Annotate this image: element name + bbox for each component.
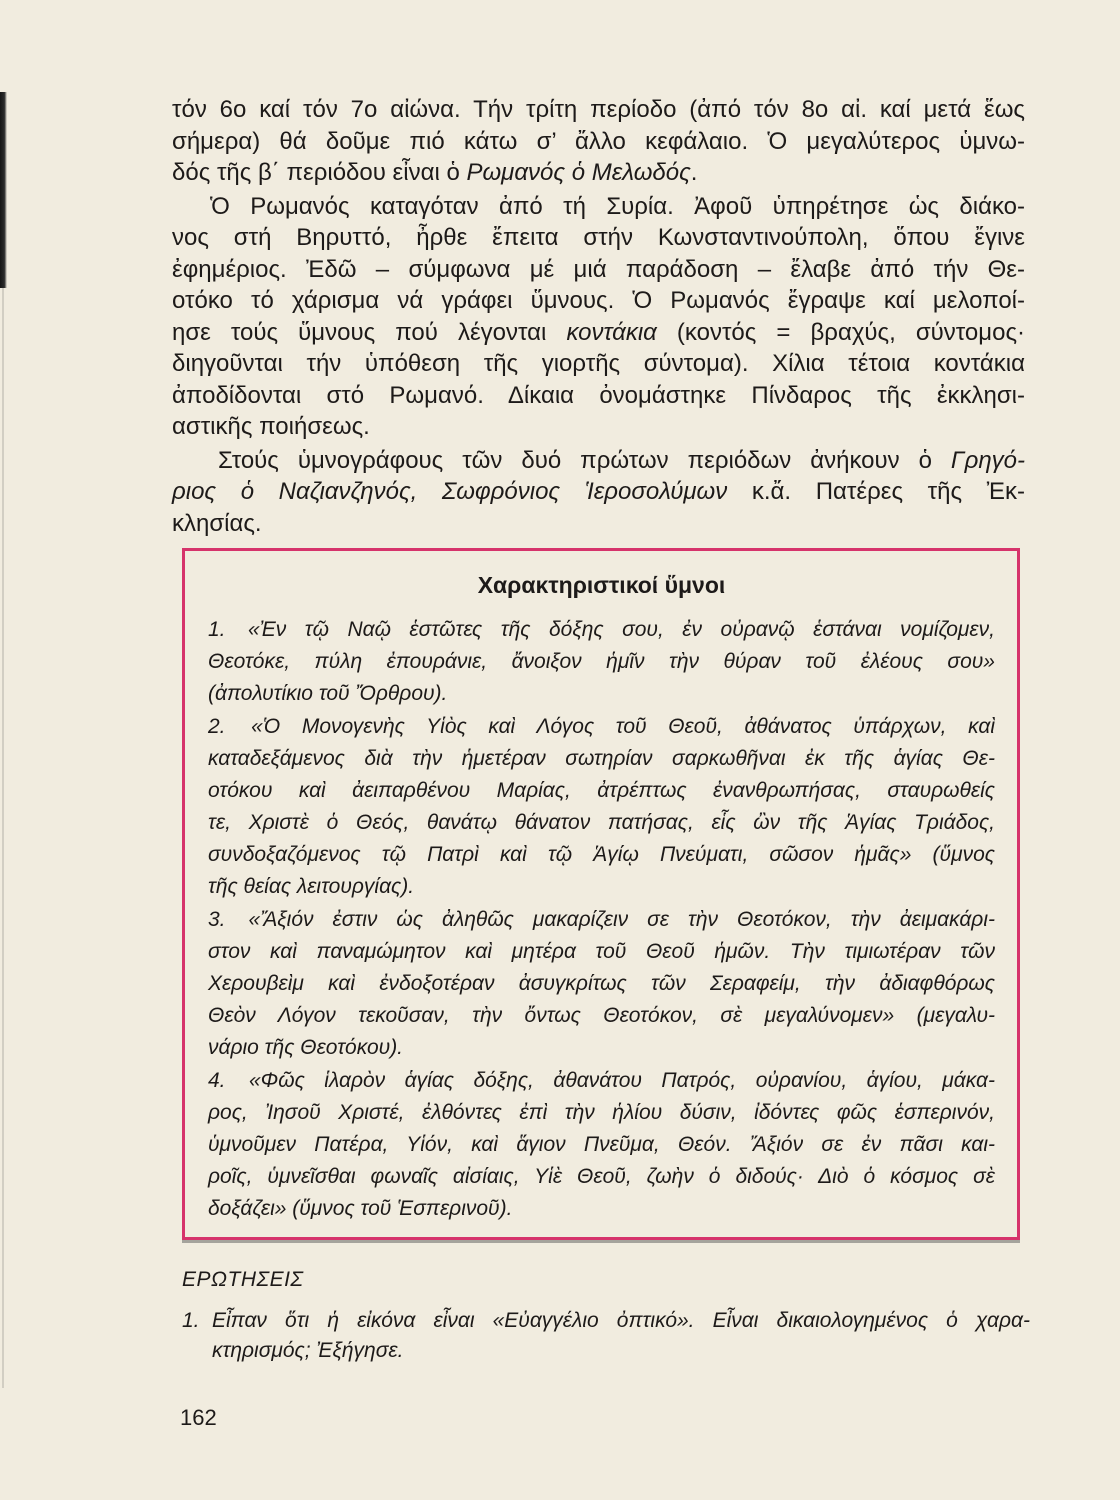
hymn-line: Χερουβεὶμ καὶ ἐνδοξοτέραν ἀσυγκρίτως τῶν Σεραφείμ, τὴν ἀδιαφθόρως	[208, 972, 995, 995]
main-text	[172, 94, 1025, 539]
hymn-number: 3.	[208, 908, 226, 931]
hymn-number: 1.	[208, 618, 226, 641]
hymn-item	[208, 711, 995, 903]
italic-run: ριος ὁ Ναζιανζηνός, Σωφρόνιος Ἱεροσολύμων	[172, 478, 728, 505]
text-line: διηγοῦνται τήν ὑπόθεση τῆς γιορτῆς σύντομα). Χίλια τέτοια κοντάκια	[172, 350, 1025, 377]
questions-heading: ΕΡΩΤΗΣΕΙΣ	[182, 1268, 304, 1291]
text-run: Στούς ὑμνογράφους τῶν δυό πρώτων περιόδων ἀνήκουν ὁ	[218, 446, 951, 474]
hymn-line: συνδοξαζόμενος τῷ Πατρὶ καὶ τῷ Ἁγίῳ Πνεύματι, σῶσον ἡμᾶς» (ὕμνος	[208, 843, 995, 866]
hymn-line	[208, 1065, 995, 1097]
paragraph	[172, 445, 1025, 540]
text-run: .	[690, 159, 698, 186]
hymn-item	[208, 614, 995, 710]
hymn-line: οτόκου καὶ ἀειπαρθένου Μαρίας, ἀτρέπτως ἐνανθρωπήσας, σταυρωθείς	[208, 779, 995, 802]
text-line: οτόκο τό χάρισμα νά γράφει ὕμνους. Ὁ Ρωμανός ἔγραψε καί μελοποί-	[172, 287, 1025, 314]
hymn-line: ρος, Ἰησοῦ Χριστέ, ἐλθόντες ἐπὶ τὴν ἡλίου δύσιν, ἰδόντες φῶς ἑσπερινόν,	[208, 1101, 995, 1124]
question-number: 1.	[182, 1309, 200, 1332]
text-run: δός τῆς β΄ περιόδου εἶναι ὁ	[172, 159, 467, 186]
hymn-line: νάριο τῆς Θεοτόκου).	[208, 1036, 404, 1059]
hymn-line: καταδεξάμενος διὰ τὴν ἡμετέραν σωτηρίαν σαρκωθῆναι ἐκ τῆς ἁγίας Θε-	[208, 747, 995, 770]
paragraph	[172, 94, 1025, 189]
text-line: νος στή Βηρυττό, ἦρθε ἔπειτα στήν Κωνσταντινούπολη, ὅπου ἔγινε	[172, 224, 1025, 251]
hymn-line: Θεοτόκε, πύλη ἐπουράνιε, ἄνοιξον ἡμῖν τὴν θύραν τοῦ ἐλέους σου»	[208, 650, 995, 673]
text-line: σήμερα) θά δοῦμε πιό κάτω σ’ ἄλλο κεφάλαιο. Ὁ μεγαλύτερος ὑμνω-	[172, 127, 1025, 155]
text-line: τόν 6ο καί τόν 7ο αἰώνα. Τήν τρίτη περίοδο (ἀπό τόν 8ο αἰ. καί μετά ἕως	[172, 96, 1025, 123]
hymn-line	[208, 614, 995, 646]
hymn-text: «Ὁ Μονογενὴς Υἱὸς καὶ Λόγος τοῦ Θεοῦ, ἀθάνατος ὑπάρχων, καὶ	[251, 715, 995, 738]
italic-run: Ρωμανός ὁ Μελωδός	[466, 159, 691, 186]
hymn-line: ροῖς, ὑμνεῖσθαι φωναῖς αἰσίαις, Υἱὲ Θεοῦ, ζωὴν ὁ διδούς· Διὸ ὁ κόσμος σὲ	[208, 1165, 995, 1188]
hymn-line: δοξάζει» (ὕμνος τοῦ Ἑσπερινοῦ).	[208, 1197, 513, 1220]
question-line: κτηρισμός; Ἐξήγησε.	[212, 1339, 404, 1362]
text-line: ἀποδίδονται στό Ρωμανό. Δίκαια ὀνομάστηκε Πίνδαρος τῆς ἐκκλησι-	[172, 381, 1025, 409]
hymn-line	[208, 711, 995, 743]
hymn-text: «Ἄξιόν ἐστιν ὡς ἀληθῶς μακαρίζειν σε τὴν Θεοτόκον, τὴν ἀειμακάρι-	[248, 908, 995, 931]
page-edge-shadow	[2, 288, 4, 1388]
text-line: αστικῆς ποιήσεως.	[172, 413, 370, 440]
hymns-box-title: Χαρακτηριστικοί ὕμνοι	[477, 572, 726, 598]
text-run: κ.ἄ. Πατέρες τῆς Ἐκ-	[727, 478, 1025, 505]
hymn-number: 4.	[208, 1069, 226, 1092]
question-line: Εἶπαν ὅτι ἡ εἰκόνα εἶναι «Εὐαγγέλιο ὀπτικό». Εἶναι δικαιολογημένος ὁ χαρα-	[212, 1309, 1030, 1332]
hymn-item	[208, 904, 995, 1064]
text-line: κλησίας.	[172, 509, 262, 537]
hymn-number: 2.	[208, 715, 226, 738]
text-line: ἐφημέριος. Ἐδῶ – σύμφωνα μέ μιά παράδοση – ἔλαβε ἀπό τήν Θε-	[172, 255, 1025, 283]
hymn-line	[208, 904, 995, 936]
text-run: (κοντός = βραχύς, σύντομος·	[656, 318, 1025, 346]
question-item	[182, 1306, 1030, 1366]
hymn-line: ὑμνοῦμεν Πατέρα, Υἱόν, καὶ ἅγιον Πνεῦμα, Θεόν. Ἄξιόν σε ἐν πᾶσι και-	[208, 1133, 995, 1156]
hymn-item	[208, 1065, 995, 1225]
text-line	[172, 157, 1025, 189]
text-line: Ὁ Ρωμανός καταγόταν ἀπό τή Συρία. Ἀφοῦ ὑπηρέτησε ὡς διάκο-	[210, 192, 1025, 220]
text-line	[172, 476, 1025, 508]
text-line	[172, 445, 1025, 477]
text-line	[172, 317, 1025, 349]
binding-shadow	[0, 92, 7, 288]
page-number: 162	[180, 1405, 217, 1430]
hymn-line: τῆς θείας λειτουργίας).	[208, 875, 415, 898]
italic-run: κοντάκια	[566, 318, 657, 346]
hymns-box	[182, 548, 1020, 1240]
italic-run: Γρηγό-	[950, 446, 1025, 474]
paragraph	[172, 191, 1025, 443]
hymn-line: στον καὶ παναμώμητον καὶ μητέρα τοῦ Θεοῦ ἡμῶν. Τὴν τιμιωτέραν τῶν	[208, 940, 995, 963]
hymn-line: τε, Χριστὲ ὁ Θεός, θανάτῳ θάνατον πατήσας, εἷς ὢν τῆς Ἁγίας Τριάδος,	[208, 811, 995, 834]
hymns-list	[208, 614, 995, 1225]
hymn-line: (ἀπολυτίκιο τοῦ Ὄρθρου).	[208, 682, 448, 705]
hymn-line: Θεὸν Λόγον τεκοῦσαν, τὴν ὄντως Θεοτόκον, σὲ μεγαλύνομεν» (μεγαλυ-	[208, 1004, 995, 1027]
hymn-text: «Φῶς ἱλαρὸν ἁγίας δόξης, ἀθανάτου Πατρός, οὐρανίου, ἁγίου, μάκα-	[249, 1069, 995, 1092]
hymn-text: «Ἐν τῷ Ναῷ ἑστῶτες τῆς δόξης σου, ἐν οὐρανῷ ἑστάναι νομίζομεν,	[248, 618, 995, 641]
question-text	[212, 1306, 1030, 1366]
text-run: ησε τούς ὕμνους πού λέγονται	[172, 318, 567, 346]
